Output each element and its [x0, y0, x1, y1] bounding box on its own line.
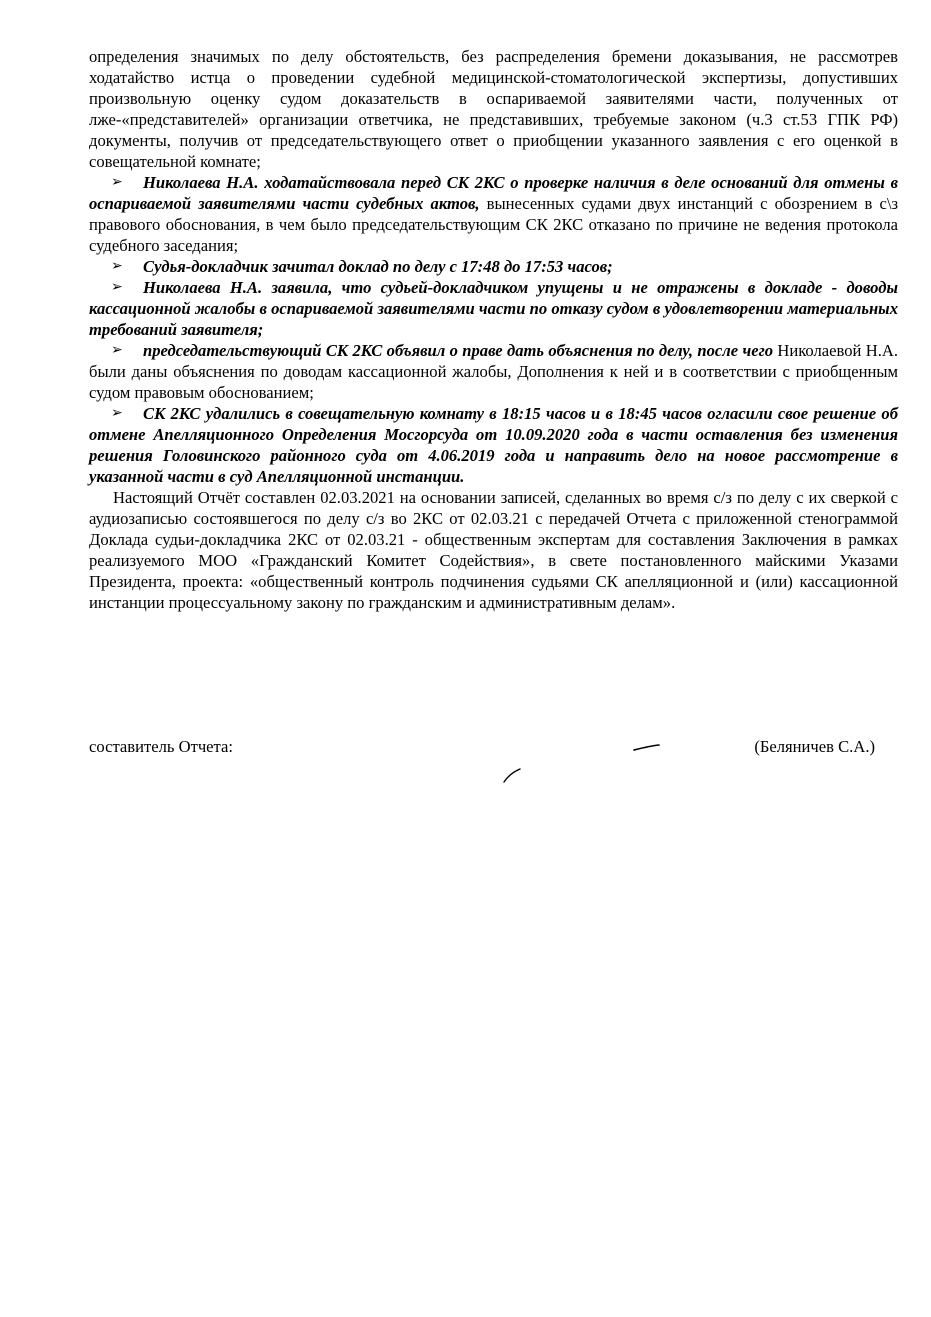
list-item-bold-text: Судья-докладчик зачитал доклад по делу с 17:48 до 17:53 часов; — [143, 257, 613, 276]
arrow-bullet-icon: ➢ — [111, 342, 123, 358]
signature-row — [89, 736, 875, 760]
list-item — [89, 256, 898, 277]
arrow-bullet-icon: ➢ — [111, 405, 123, 421]
list-item-bold-text: СК 2КС удалились в совещательную комнату в 18:15 часов и в 18:45 часов огласили свое решение об отмене Апелляционного Определения Мосгорсуда от 10.09.2020 года в части оставления без изменения решения Головинского районного суда от 4.06.2019 года и направить дело на новое рассмотрение в указанной части в суд Апелляционной инстанции. — [89, 404, 898, 486]
list-item-text: Николаевой Н.А. были даны объяснения по доводам кассационной жалобы, Дополнения к ней и в соответствии с приобщенным судом правовым обоснованием; — [89, 341, 898, 402]
list-item — [89, 277, 898, 340]
arrow-bullet-icon: ➢ — [111, 258, 123, 274]
list-item-bold-text: Николаева Н.А. ходатайствовала перед СК 2КС о проверке наличия в деле оснований для отмены в оспариваемой заявителями части судебных актов, — [89, 173, 898, 213]
list-item-text: вынесенных судами двух инстанций с обозрением в с\з правового обоснования, в чем было председательствующим СК 2КС отказано по причине не ведения протокола судебного заседания; — [89, 194, 898, 255]
paragraph-continuation: определения значимых по делу обстоятельств, без распределения бремени доказывания, не рассмотрев ходатайство истца о проведении судебной медицинской-стоматологической экспертизы, допустивших произвольную оценку судом доказательств в оспариваемой заявителями части, полученных от лже-«представителей» организации ответчика, не представивших, требуемые законом (ч.3 ст.53 ГПК РФ) документы, получив от председательствующего ответ о приобщении указанного заявления с его оценкой в совещательной комнате; — [89, 47, 898, 171]
list-item — [89, 403, 898, 487]
arrow-bullet-icon: ➢ — [111, 279, 123, 295]
report-summary-paragraph: Настоящий Отчёт составлен 02.03.2021 на основании записей, сделанных во время с/з по делу с их сверкой с аудиозаписью состоявшегося по делу с/з во 2КС от 02.03.21 с передачей Отчета с приложенной стенограммой Доклада судьи-докладчика 2КС от 02.03.21 - общественным экспертам для составления Заключения в рамках реализуемого МОО «Гражданский Комитет Содействия», в свете постановленного майскими Указами Президента, проекта: «общественный контроль подчинения судьями СК апелляционной и (или) кассационной инстанции процессуальному закону по гражданским и административным делам». — [89, 488, 898, 612]
signature-label: составитель Отчета: — [89, 737, 233, 756]
signature-name: (Беляничев С.А.) — [754, 737, 875, 756]
list-item-bold-text: председательствующий СК 2КС объявил о праве дать объяснения по делу, после чего — [143, 341, 773, 360]
document-body — [89, 46, 898, 613]
list-item — [89, 340, 898, 403]
signature-scribble-icon — [500, 766, 524, 786]
list-item-bold-text: Николаева Н.А. заявила, что судьей-докладчиком упущены и не отражены в докладе - доводы кассационной жалобы в оспариваемой заявителями части по отказу судом в удовлетворении материальных требований заявителя; — [89, 278, 898, 339]
signature-stroke-icon — [632, 740, 662, 754]
list-item — [89, 172, 898, 256]
arrow-bullet-icon: ➢ — [111, 174, 123, 190]
